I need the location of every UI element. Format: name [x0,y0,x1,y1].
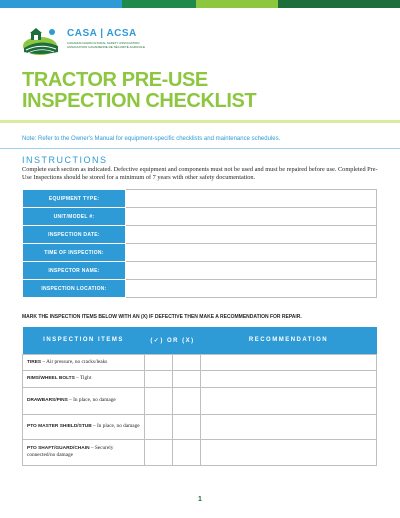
info-row [23,244,377,262]
table-row [23,387,377,414]
header-recommendation: RECOMMENDATION [201,327,377,354]
item-name: TIRES [27,359,42,365]
recommendation-cell[interactable] [201,354,377,370]
table-row [23,370,377,387]
check-cell[interactable] [145,354,173,370]
color-bar-segment [0,0,122,8]
info-row [23,262,377,280]
top-color-bar [0,0,400,8]
inspection-item [23,370,145,387]
brand-tagline-line: CANADIAN AGRICULTURAL SAFETY ASSOCIATION [67,41,140,45]
item-desc: – Tight [74,375,92,381]
info-label: INSPECTION LOCATION: [23,280,126,298]
info-label: TIME OF INSPECTION: [23,244,126,262]
check-cell[interactable] [173,387,201,414]
title-line: INSPECTION CHECKLIST [22,90,257,112]
item-desc: – Securely connected/no damage [27,445,114,458]
item-name: PTO SHAFT/GUARD/CHAIN [27,446,90,451]
check-cell[interactable] [145,370,173,387]
page-title [22,70,322,112]
check-cell[interactable] [145,387,173,414]
equipment-type-field[interactable] [126,190,377,208]
item-name: DRAWBARS/PINS [27,398,68,403]
check-cell[interactable] [173,439,201,465]
inspection-time-field[interactable] [126,244,377,262]
farm-logo-icon [22,26,62,56]
page-number: 1 [198,496,202,503]
check-cell[interactable] [173,370,201,387]
item-desc: – Air pressure, no cracks/leaks [41,358,108,365]
info-label: INSPECTION DATE: [23,226,126,244]
mark-instructions: MARK THE INSPECTION ITEMS BELOW WITH AN (X) IF DEFECTIVE THEN MAKE A RECOMMENDATION FOR REPAIR. [22,314,302,320]
color-bar-segment [122,0,196,8]
info-row [23,208,377,226]
equipment-info-table [22,189,377,298]
blue-divider [0,148,400,149]
check-cell[interactable] [145,414,173,439]
info-row [23,280,377,298]
header-inspection-items: INSPECTION ITEMS [23,327,145,354]
table-row [23,414,377,439]
table-row [23,439,377,465]
check-cell[interactable] [173,414,201,439]
inspection-location-field[interactable] [126,280,377,298]
instructions-heading: INSTRUCTIONS [22,155,108,165]
brand-tagline [67,41,167,49]
inspection-table [22,327,377,466]
info-label: EQUIPMENT TYPE: [23,190,126,208]
item-desc: – In place, no damage [67,397,116,403]
unit-model-field[interactable] [126,208,377,226]
color-bar-segment [196,0,278,8]
inspection-item [23,354,145,370]
table-row [23,354,377,370]
info-label: INSPECTOR NAME: [23,262,126,280]
recommendation-cell[interactable] [201,439,377,465]
title-line: TRACTOR PRE-USE [22,69,208,91]
color-bar-segment [278,0,400,8]
recommendation-cell[interactable] [201,414,377,439]
item-name: RIMS/WHEEL BOLTS [27,376,75,381]
info-row [23,226,377,244]
info-row [23,190,377,208]
item-desc: – In place, no damage [91,423,140,429]
inspection-header-row [23,327,377,354]
recommendation-cell[interactable] [201,387,377,414]
brand-tagline-line: ASSOCIATION CANADIENNE DE SÉCURITÉ AGRICOLE [67,45,145,49]
inspection-item [23,414,145,439]
green-divider [0,120,400,123]
check-cell[interactable] [145,439,173,465]
info-label: UNIT/MODEL #: [23,208,126,226]
casa-logo [22,26,172,56]
recommendation-cell[interactable] [201,370,377,387]
manual-note: Note: Refer to the Owner's Manual for equipment-specific checklists and maintenance schedules. [22,136,281,142]
check-cell[interactable] [173,354,201,370]
instructions-body: Complete each section as indicated. Defective equipment and components must not be used and must be repaired before use. Completed Pre-Use Inspections should be stored for a minimum of 7 years with other safety documentation. [22,166,378,181]
inspection-date-field[interactable] [126,226,377,244]
inspection-item [23,387,145,414]
item-name: PTO MASTER SHIELD/STUB [27,424,92,429]
inspection-item [23,439,145,465]
header-check: (✓) OR (X) [145,327,201,354]
brand-name: CASA | ACSA [67,28,137,39]
inspector-name-field[interactable] [126,262,377,280]
